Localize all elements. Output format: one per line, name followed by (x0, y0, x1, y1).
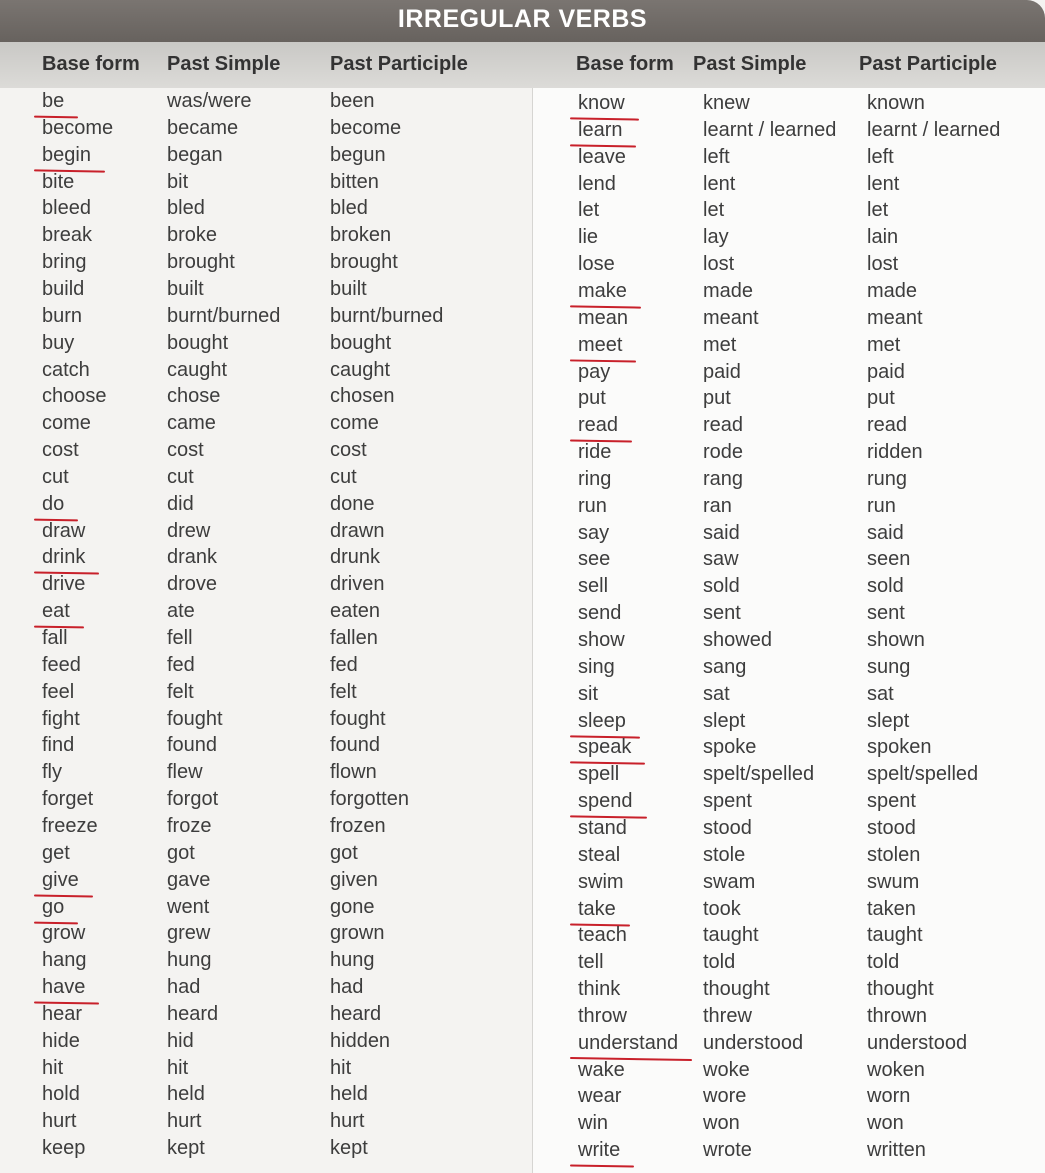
verb-past-left: drove (167, 573, 218, 596)
verb-past-left: grew (167, 922, 211, 945)
header-past-participle-left: Past Participle (330, 53, 468, 75)
verb-participle-right: lain (867, 226, 899, 249)
verb-participle-right: taken (867, 897, 916, 920)
verb-base-right: leave (578, 145, 626, 168)
verb-participle-left: gone (330, 895, 375, 918)
header-past-participle-right: Past Participle (859, 53, 997, 75)
verb-base-left: buy (42, 331, 75, 354)
verb-base-left: hear (42, 1002, 83, 1025)
verb-past-left: forgot (167, 788, 219, 811)
verb-past-left: got (167, 841, 195, 864)
verb-participle-right: met (867, 333, 901, 356)
verb-participle-right: written (867, 1139, 926, 1162)
verb-participle-right: shown (867, 629, 925, 651)
verb-participle-right: woken (867, 1058, 925, 1081)
verb-participle-right: spelt/spelled (867, 763, 979, 786)
verb-participle-left: become (330, 116, 402, 139)
verb-base-left: fall (42, 627, 68, 649)
verb-base-right: speak (578, 736, 632, 759)
verb-base-right: ride (578, 441, 612, 464)
verb-participle-right: lost (867, 253, 899, 276)
verb-past-right: sat (703, 682, 730, 705)
verb-base-left: do (42, 492, 65, 515)
verb-past-left: ate (167, 600, 195, 623)
verb-base-left: eat (42, 600, 70, 623)
verb-participle-left: come (330, 412, 379, 435)
verb-past-right: sold (703, 575, 740, 598)
verb-past-right: lent (703, 172, 736, 195)
verb-participle-right: learnt / learned (867, 118, 1001, 141)
verb-past-left: began (167, 143, 223, 166)
verb-participle-right: taught (867, 924, 923, 947)
verb-past-left: was/were (167, 90, 252, 112)
verb-participle-left: hidden (330, 1029, 391, 1052)
verb-past-right: stood (703, 816, 752, 839)
verb-base-right: know (578, 92, 625, 114)
verb-past-left: kept (167, 1137, 205, 1160)
verb-past-left: did (167, 492, 194, 515)
verb-participle-left: eaten (330, 600, 381, 623)
verb-base-left: drive (42, 573, 86, 596)
verb-base-right: swim (578, 870, 624, 893)
verb-past-right: taught (703, 924, 759, 947)
verb-participle-right: understood (867, 1031, 968, 1054)
verb-past-right: woke (703, 1058, 750, 1081)
verb-base-right: wake (578, 1058, 625, 1081)
title-bar (0, 0, 1045, 42)
verb-base-left: have (42, 976, 86, 999)
verb-past-right: spent (703, 790, 752, 813)
verb-base-right: meet (578, 333, 623, 356)
verb-past-left: flew (167, 761, 203, 784)
header-base-form-left: Base form (42, 53, 140, 75)
verb-base-left: begin (42, 143, 91, 166)
verb-past-left: caught (167, 358, 228, 381)
verb-participle-left: held (330, 1083, 368, 1106)
verb-base-left: hold (42, 1083, 80, 1106)
verb-base-left: drink (42, 546, 86, 569)
verb-past-left: gave (167, 868, 211, 891)
verb-base-right: tell (578, 951, 604, 974)
verb-past-left: chose (167, 385, 221, 408)
verb-base-left: fight (42, 707, 80, 730)
verb-past-left: froze (167, 814, 212, 837)
verb-base-left: hang (42, 949, 87, 972)
verb-past-left: came (167, 412, 216, 435)
verb-base-right: mean (578, 306, 629, 329)
verb-participle-right: swum (867, 870, 920, 893)
verb-participle-left: fought (330, 707, 386, 730)
verb-base-left: hit (42, 1056, 64, 1079)
verb-base-right: spell (578, 763, 620, 786)
verb-base-left: bleed (42, 197, 91, 220)
verb-participle-left: frozen (330, 814, 386, 837)
verb-participle-left: bitten (330, 170, 379, 193)
verb-participle-left: kept (330, 1137, 368, 1160)
verb-participle-left: begun (330, 143, 386, 166)
verb-base-left: bite (42, 170, 75, 193)
verb-base-right: show (578, 629, 625, 651)
verb-base-right: spend (578, 790, 633, 813)
verb-base-right: ring (578, 467, 612, 490)
verb-past-left: heard (167, 1002, 219, 1025)
verb-participle-right: worn (867, 1085, 911, 1108)
verb-participle-right: thrown (867, 1004, 928, 1027)
verb-participle-left: had (330, 976, 364, 999)
verb-past-right: wrote (703, 1139, 752, 1162)
verb-past-right: met (703, 333, 737, 356)
verb-past-right: rang (703, 467, 744, 490)
verb-past-right: spoke (703, 736, 757, 759)
verb-past-right: lay (703, 226, 729, 249)
verb-past-right: sang (703, 655, 747, 678)
verb-past-left: hid (167, 1029, 194, 1052)
verb-participle-left: cost (330, 439, 367, 462)
verb-past-right: saw (703, 548, 739, 571)
verb-past-right: wore (703, 1085, 747, 1108)
verb-base-left: break (42, 224, 93, 247)
verb-past-left: bit (167, 170, 189, 193)
verb-past-left: bought (167, 331, 229, 354)
verb-past-right: left (703, 145, 730, 168)
verb-participle-left: hurt (330, 1110, 365, 1133)
verb-past-right: meant (703, 306, 759, 329)
verb-participle-left: fed (330, 653, 358, 676)
verb-participle-left: forgotten (330, 788, 409, 811)
verb-past-left: held (167, 1083, 205, 1106)
verb-participle-left: bought (330, 331, 392, 354)
header-past-simple-left: Past Simple (167, 53, 281, 75)
verb-base-right: make (578, 279, 627, 302)
verb-past-left: fell (167, 627, 193, 649)
verb-participle-left: driven (330, 573, 385, 596)
verb-past-right: understood (703, 1031, 804, 1054)
verb-participle-left: felt (330, 680, 357, 703)
verb-participle-right: ridden (867, 441, 923, 464)
verb-past-right: let (703, 199, 725, 222)
verb-past-left: burnt/burned (167, 304, 281, 327)
verb-participle-right: won (867, 1112, 904, 1135)
verb-past-right: ran (703, 494, 732, 517)
verb-participle-left: heard (330, 1002, 382, 1025)
verb-base-right: sleep (578, 709, 626, 732)
header-past-simple-right: Past Simple (693, 53, 807, 75)
verb-base-left: bring (42, 251, 87, 274)
verb-participle-right: sung (867, 655, 911, 678)
verb-base-right: run (578, 494, 607, 517)
verb-past-left: hurt (167, 1110, 202, 1133)
verb-past-left: brought (167, 251, 235, 274)
page-title: IRREGULAR VERBS (397, 5, 648, 33)
verb-base-left: get (42, 841, 70, 864)
verb-participle-right: spoken (867, 736, 932, 759)
verb-base-right: pay (578, 360, 611, 383)
verb-base-right: throw (578, 1004, 627, 1027)
verb-base-left: freeze (42, 814, 98, 837)
verb-past-right: learnt / learned (703, 118, 837, 141)
verb-past-left: drew (167, 519, 211, 542)
verb-participle-right: sent (867, 602, 905, 625)
verb-past-left: became (167, 116, 239, 139)
verb-past-right: won (703, 1112, 740, 1135)
verb-base-left: go (42, 895, 65, 918)
verb-past-right: paid (703, 360, 741, 383)
verb-past-right: told (703, 951, 736, 974)
verb-base-right: say (578, 521, 610, 544)
verb-base-left: keep (42, 1137, 86, 1160)
verb-participle-right: known (867, 92, 925, 114)
verb-past-left: broke (167, 224, 218, 247)
verb-base-right: think (578, 978, 621, 1001)
verb-past-right: showed (703, 629, 772, 651)
verb-past-left: drank (167, 546, 218, 569)
verb-past-right: threw (703, 1004, 752, 1027)
verb-base-left: cost (42, 439, 79, 462)
verb-base-right: send (578, 602, 622, 625)
verb-participle-left: hit (330, 1056, 352, 1079)
verb-past-left: had (167, 976, 201, 999)
verb-base-left: find (42, 734, 75, 757)
verb-base-right: sell (578, 575, 609, 598)
verb-base-right: put (578, 387, 606, 410)
verb-base-left: build (42, 277, 85, 300)
verb-participle-right: rung (867, 467, 908, 490)
verb-past-left: cut (167, 465, 194, 488)
verb-participle-left: cut (330, 465, 357, 488)
verb-base-right: sit (578, 682, 598, 705)
verb-base-right: lose (578, 253, 615, 276)
verb-participle-right: meant (867, 306, 923, 329)
verb-participle-right: paid (867, 360, 905, 383)
verb-base-left: cut (42, 465, 69, 488)
verb-participle-right: put (867, 387, 895, 410)
verb-base-right: wear (578, 1085, 622, 1108)
verb-participle-left: brought (330, 251, 398, 274)
verb-base-left: feel (42, 680, 75, 703)
verb-participle-left: broken (330, 224, 392, 247)
verb-past-right: put (703, 387, 731, 410)
verb-participle-right: made (867, 279, 918, 302)
verb-past-left: bled (167, 197, 205, 220)
verb-base-right: lend (578, 172, 616, 195)
verb-participle-left: found (330, 734, 381, 757)
verb-participle-left: flown (330, 761, 377, 784)
verb-participle-left: burnt/burned (330, 304, 444, 327)
verb-base-left: be (42, 90, 65, 112)
verb-participle-right: stood (867, 816, 916, 839)
verb-participle-right: said (867, 521, 904, 544)
verb-past-left: went (167, 895, 210, 918)
verb-participle-right: slept (867, 709, 910, 732)
verb-base-left: choose (42, 385, 107, 408)
verb-base-left: catch (42, 358, 90, 381)
verb-base-right: learn (578, 118, 623, 141)
verb-participle-right: run (867, 494, 896, 517)
verb-past-right: rode (703, 441, 744, 464)
verb-past-right: swam (703, 870, 756, 893)
verb-base-left: become (42, 116, 114, 139)
verb-participle-right: read (867, 414, 908, 437)
verb-base-left: grow (42, 922, 86, 945)
verb-base-right: stand (578, 816, 627, 839)
verb-past-right: stole (703, 843, 746, 866)
verb-base-right: understand (578, 1031, 679, 1054)
verb-base-left: give (42, 868, 79, 891)
verb-past-right: lost (703, 253, 735, 276)
verb-past-left: fought (167, 707, 223, 730)
verb-past-left: felt (167, 680, 194, 703)
verb-participle-left: bled (330, 197, 368, 220)
verb-base-left: hurt (42, 1110, 77, 1133)
verb-base-left: hide (42, 1029, 80, 1052)
verb-past-left: built (167, 277, 204, 300)
verb-participle-left: built (330, 277, 367, 300)
column-divider (532, 88, 533, 1173)
verb-base-left: forget (42, 788, 94, 811)
verb-past-right: slept (703, 709, 746, 732)
verb-participle-left: been (330, 90, 375, 112)
verb-base-left: fly (42, 761, 62, 784)
verb-base-right: see (578, 548, 611, 571)
verb-past-right: took (703, 897, 741, 920)
verb-past-right: read (703, 414, 744, 437)
verb-base-left: come (42, 412, 91, 435)
verb-past-left: hit (167, 1056, 189, 1079)
verb-participle-left: done (330, 492, 375, 515)
verb-participle-right: lent (867, 172, 900, 195)
verb-past-left: found (167, 734, 218, 757)
verb-participle-right: seen (867, 548, 911, 571)
verb-base-right: take (578, 897, 616, 920)
verb-participle-left: given (330, 868, 378, 891)
verb-base-right: win (578, 1112, 609, 1135)
verb-participle-right: told (867, 951, 900, 974)
verb-participle-left: fallen (330, 627, 378, 649)
verb-participle-left: chosen (330, 385, 395, 408)
verb-past-left: hung (167, 949, 212, 972)
verb-past-left: fed (167, 653, 195, 676)
verb-participle-right: thought (867, 978, 934, 1001)
verb-participle-left: drawn (330, 519, 385, 542)
verb-base-right: steal (578, 843, 621, 866)
verb-past-right: spelt/spelled (703, 763, 815, 786)
verb-participle-right: stolen (867, 843, 921, 866)
verb-participle-right: left (867, 145, 894, 168)
verb-participle-right: let (867, 199, 889, 222)
verb-past-right: made (703, 279, 754, 302)
verb-base-right: let (578, 199, 600, 222)
verb-base-left: feed (42, 653, 81, 676)
verb-participle-left: drunk (330, 546, 381, 569)
verb-past-right: sent (703, 602, 741, 625)
verb-past-right: thought (703, 978, 770, 1001)
verb-base-right: sing (578, 655, 615, 678)
verb-participle-left: grown (330, 922, 385, 945)
verb-base-right: write (578, 1139, 621, 1162)
verb-participle-right: sold (867, 575, 904, 598)
verb-past-right: said (703, 521, 740, 544)
verb-base-right: teach (578, 924, 627, 947)
verb-base-right: lie (578, 226, 599, 249)
verb-participle-left: got (330, 841, 358, 864)
verb-past-right: knew (703, 92, 750, 114)
verb-past-left: cost (167, 439, 204, 462)
verb-participle-left: caught (330, 358, 391, 381)
verb-base-left: draw (42, 519, 86, 542)
verb-participle-right: spent (867, 790, 916, 813)
verb-participle-right: sat (867, 682, 894, 705)
header-base-form-right: Base form (576, 53, 674, 75)
verb-participle-left: hung (330, 949, 375, 972)
verb-base-right: read (578, 414, 619, 437)
verb-base-left: burn (42, 304, 83, 327)
